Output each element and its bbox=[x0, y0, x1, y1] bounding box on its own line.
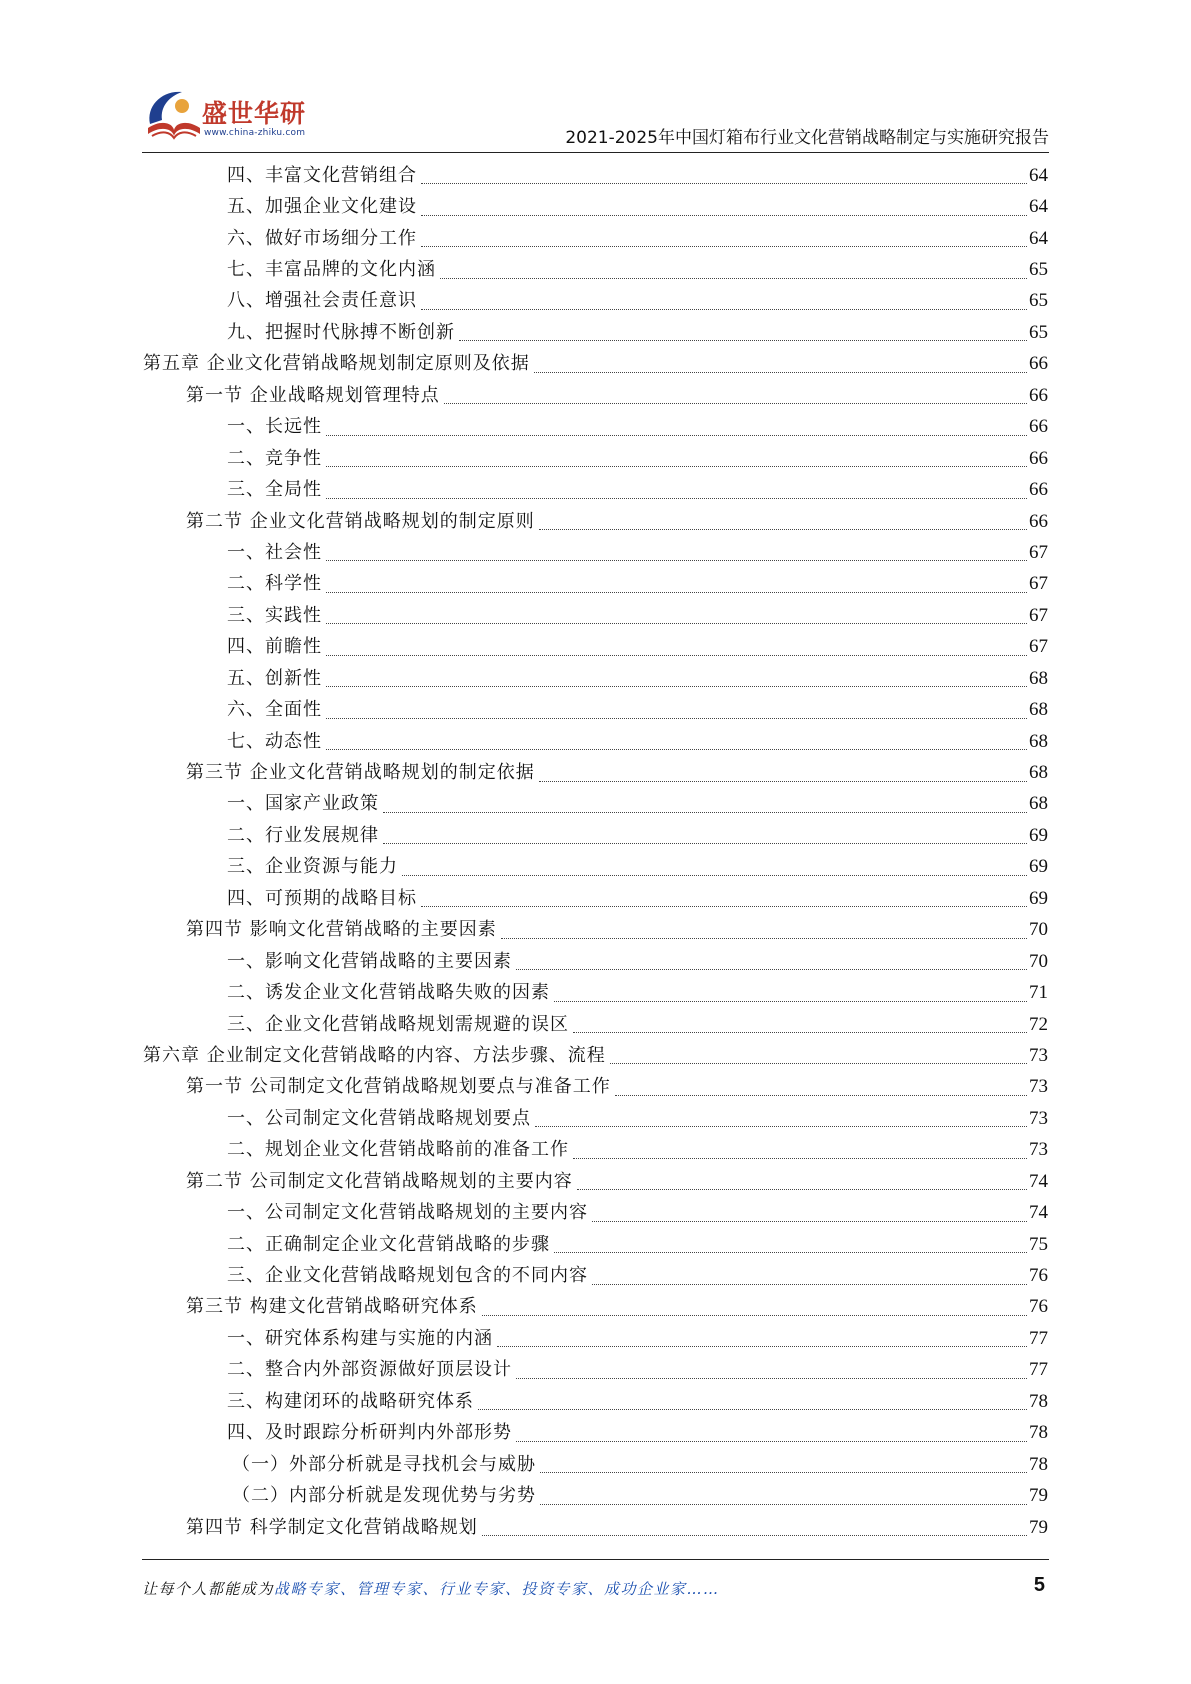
toc-entry-label: 三、构建闭环的战略研究体系 bbox=[227, 1390, 474, 1412]
toc-entry-label: 一、国家产业政策 bbox=[227, 793, 379, 815]
toc-entry-label: 第三节 企业文化营销战略规划的制定依据 bbox=[186, 762, 535, 784]
slogan-lead: 让每个人都能成为 bbox=[142, 1580, 275, 1598]
toc-item-entry[interactable] bbox=[0, 569, 1048, 600]
toc-dot-leader bbox=[592, 1272, 1027, 1285]
toc-item-entry[interactable] bbox=[0, 1197, 1048, 1228]
toc-entry-page: 70 bbox=[1029, 950, 1048, 972]
toc-entry-label: 第三节 构建文化营销战略研究体系 bbox=[186, 1296, 478, 1318]
toc-entry-page: 78 bbox=[1029, 1453, 1048, 1475]
toc-entry-label: 四、丰富文化营销组合 bbox=[227, 164, 417, 186]
toc-dot-leader bbox=[421, 171, 1027, 184]
toc-dot-leader bbox=[482, 1303, 1027, 1316]
toc-entry-label: 三、企业资源与能力 bbox=[227, 856, 398, 878]
toc-entry-label: 四、前瞻性 bbox=[227, 636, 322, 658]
toc-dot-leader bbox=[554, 989, 1027, 1002]
toc-entry-label: 第二节 企业文化营销战略规划的制定原则 bbox=[186, 510, 535, 532]
toc-item-entry[interactable] bbox=[0, 1135, 1048, 1166]
toc-dot-leader bbox=[610, 1051, 1027, 1064]
toc-entry-label: 八、增强社会责任意识 bbox=[227, 290, 417, 312]
toc-entry-label: 七、动态性 bbox=[227, 730, 322, 752]
toc-chapter-entry[interactable] bbox=[0, 1040, 1048, 1071]
toc-item-entry[interactable] bbox=[0, 1355, 1048, 1386]
toc-entry-label: 第五章 企业文化营销战略规划制定原则及依据 bbox=[143, 353, 530, 375]
toc-dot-leader bbox=[326, 737, 1027, 750]
toc-item-entry[interactable] bbox=[0, 663, 1048, 694]
toc-item-entry[interactable] bbox=[0, 160, 1048, 191]
toc-item-entry[interactable] bbox=[0, 632, 1048, 663]
toc-dot-leader bbox=[383, 831, 1027, 844]
toc-item-entry[interactable] bbox=[0, 254, 1048, 285]
toc-item-entry[interactable] bbox=[0, 443, 1048, 474]
toc-dot-leader bbox=[326, 643, 1027, 656]
toc-item-entry[interactable] bbox=[0, 1103, 1048, 1134]
toc-entry-label: 一、公司制定文化营销战略规划要点 bbox=[227, 1107, 531, 1129]
toc-item-entry[interactable] bbox=[0, 537, 1048, 568]
toc-entry-page: 68 bbox=[1029, 667, 1048, 689]
toc-entry-page: 66 bbox=[1029, 447, 1048, 469]
toc-entry-page: 73 bbox=[1029, 1044, 1048, 1066]
toc-item-entry[interactable] bbox=[0, 1418, 1048, 1449]
brand-logo bbox=[142, 84, 312, 148]
toc-dot-leader bbox=[326, 486, 1027, 499]
toc-dot-leader bbox=[535, 1114, 1027, 1127]
toc-entry-label: （二）内部分析就是发现优势与劣势 bbox=[232, 1485, 536, 1507]
toc-entry-page: 77 bbox=[1029, 1327, 1048, 1349]
toc-item-entry[interactable] bbox=[0, 789, 1048, 820]
toc-entry-label: 一、公司制定文化营销战略规划的主要内容 bbox=[227, 1202, 588, 1224]
toc-item-entry[interactable] bbox=[0, 191, 1048, 222]
toc-entry-page: 68 bbox=[1029, 699, 1048, 721]
toc-dot-leader bbox=[516, 957, 1027, 970]
toc-entry-label: 第二节 公司制定文化营销战略规划的主要内容 bbox=[186, 1170, 573, 1192]
toc-dot-leader bbox=[577, 1177, 1027, 1190]
toc-dot-leader bbox=[402, 863, 1027, 876]
toc-entry-page: 73 bbox=[1029, 1107, 1048, 1129]
toc-item-entry[interactable] bbox=[0, 600, 1048, 631]
toc-entry-page: 74 bbox=[1029, 1170, 1048, 1192]
toc-dot-leader bbox=[421, 234, 1027, 247]
toc-section-entry[interactable] bbox=[0, 380, 1048, 411]
toc-dot-leader bbox=[554, 1240, 1027, 1253]
toc-entry-label: 七、丰富品牌的文化内涵 bbox=[227, 259, 436, 281]
toc-dot-leader bbox=[516, 1429, 1027, 1442]
toc-entry-page: 65 bbox=[1029, 321, 1048, 343]
toc-entry-page: 76 bbox=[1029, 1296, 1048, 1318]
toc-item-entry[interactable] bbox=[0, 820, 1048, 851]
toc-dot-leader bbox=[383, 800, 1027, 813]
toc-entry-page: 66 bbox=[1029, 479, 1048, 501]
toc-entry-label: 三、企业文化营销战略规划包含的不同内容 bbox=[227, 1265, 588, 1287]
toc-item-entry[interactable] bbox=[0, 1009, 1048, 1040]
toc-entry-page: 71 bbox=[1029, 982, 1048, 1004]
toc-entry-page: 69 bbox=[1029, 824, 1048, 846]
toc-entry-label: 二、行业发展规律 bbox=[227, 824, 379, 846]
toc-section-entry[interactable] bbox=[0, 1292, 1048, 1323]
toc-entry-label: 三、企业文化营销战略规划需规避的误区 bbox=[227, 1013, 569, 1035]
toc-dot-leader bbox=[573, 1020, 1027, 1033]
toc-item-entry[interactable] bbox=[0, 286, 1048, 317]
toc-entry-page: 78 bbox=[1029, 1422, 1048, 1444]
toc-entry-page: 79 bbox=[1029, 1516, 1048, 1538]
toc-entry-label: 五、创新性 bbox=[227, 667, 322, 689]
toc-dot-leader bbox=[573, 1146, 1027, 1159]
toc-chapter-entry[interactable] bbox=[0, 349, 1048, 380]
header-divider bbox=[142, 152, 1049, 153]
toc-entry-label: 六、全面性 bbox=[227, 699, 322, 721]
toc-entry-page: 66 bbox=[1029, 353, 1048, 375]
brand-name: 盛世华研 bbox=[202, 99, 307, 128]
toc-dot-leader bbox=[440, 266, 1027, 279]
toc-entry-page: 68 bbox=[1029, 793, 1048, 815]
toc-entry-label: 二、诱发企业文化营销战略失败的因素 bbox=[227, 982, 550, 1004]
toc-entry-page: 65 bbox=[1029, 290, 1048, 312]
toc-entry-page: 75 bbox=[1029, 1233, 1048, 1255]
toc-entry-page: 74 bbox=[1029, 1202, 1048, 1224]
toc-entry-page: 73 bbox=[1029, 1139, 1048, 1161]
table-of-contents bbox=[0, 160, 1191, 1543]
toc-entry-label: 一、社会性 bbox=[227, 541, 322, 563]
toc-section-entry[interactable] bbox=[0, 1072, 1048, 1103]
toc-item-entry[interactable] bbox=[0, 694, 1048, 725]
toc-dot-leader bbox=[615, 1083, 1027, 1096]
toc-entry-label: 二、整合内外部资源做好顶层设计 bbox=[227, 1359, 512, 1381]
footer-divider bbox=[142, 1559, 1049, 1560]
toc-entry-page: 67 bbox=[1029, 636, 1048, 658]
toc-item-entry[interactable] bbox=[0, 726, 1048, 757]
toc-dot-leader bbox=[539, 517, 1027, 530]
toc-entry-label: 四、可预期的战略目标 bbox=[227, 887, 417, 909]
toc-item-entry[interactable] bbox=[0, 1229, 1048, 1260]
toc-entry-page: 66 bbox=[1029, 384, 1048, 406]
toc-entry-page: 64 bbox=[1029, 227, 1048, 249]
toc-item-entry[interactable] bbox=[0, 1386, 1048, 1417]
toc-entry-label: 六、做好市场细分工作 bbox=[227, 227, 417, 249]
toc-entry-page: 65 bbox=[1029, 259, 1048, 281]
toc-entry-page: 67 bbox=[1029, 604, 1048, 626]
toc-section-entry[interactable] bbox=[0, 1166, 1048, 1197]
toc-entry-page: 67 bbox=[1029, 541, 1048, 563]
toc-section-entry[interactable] bbox=[0, 506, 1048, 537]
toc-entry-label: 二、科学性 bbox=[227, 573, 322, 595]
toc-entry-label: 九、把握时代脉搏不断创新 bbox=[227, 321, 455, 343]
toc-entry-page: 77 bbox=[1029, 1359, 1048, 1381]
toc-dot-leader bbox=[459, 328, 1027, 341]
toc-section-entry[interactable] bbox=[0, 915, 1048, 946]
toc-entry-page: 69 bbox=[1029, 856, 1048, 878]
footer-slogan bbox=[142, 1578, 720, 1599]
toc-entry-page: 78 bbox=[1029, 1390, 1048, 1412]
toc-dot-leader bbox=[497, 1334, 1027, 1347]
toc-entry-label: （一）外部分析就是寻找机会与威胁 bbox=[232, 1453, 536, 1475]
toc-dot-leader bbox=[540, 1492, 1027, 1505]
toc-section-entry[interactable] bbox=[0, 757, 1048, 788]
toc-item-entry[interactable] bbox=[0, 1323, 1048, 1354]
toc-dot-leader bbox=[516, 1366, 1027, 1379]
toc-entry-page: 67 bbox=[1029, 573, 1048, 595]
toc-dot-leader bbox=[326, 674, 1027, 687]
toc-entry-label: 二、竞争性 bbox=[227, 447, 322, 469]
toc-item-entry[interactable] bbox=[0, 1480, 1048, 1511]
toc-entry-page: 66 bbox=[1029, 416, 1048, 438]
toc-dot-leader bbox=[326, 706, 1027, 719]
page-number: 5 bbox=[1033, 1574, 1045, 1596]
toc-dot-leader bbox=[501, 926, 1027, 939]
toc-dot-leader bbox=[326, 611, 1027, 624]
toc-item-entry[interactable] bbox=[0, 317, 1048, 348]
toc-entry-page: 64 bbox=[1029, 196, 1048, 218]
toc-dot-leader bbox=[444, 391, 1027, 404]
toc-dot-leader bbox=[326, 423, 1027, 436]
toc-entry-label: 第四节 科学制定文化营销战略规划 bbox=[186, 1516, 478, 1538]
slogan-roles: 战略专家、管理专家、行业专家、投资专家、成功企业家…… bbox=[274, 1580, 720, 1598]
toc-entry-page: 64 bbox=[1029, 164, 1048, 186]
toc-entry-label: 四、及时跟踪分析研判内外部形势 bbox=[227, 1422, 512, 1444]
toc-entry-label: 二、正确制定企业文化营销战略的步骤 bbox=[227, 1233, 550, 1255]
toc-entry-page: 68 bbox=[1029, 730, 1048, 752]
toc-entry-page: 69 bbox=[1029, 887, 1048, 909]
toc-entry-label: 五、加强企业文化建设 bbox=[227, 196, 417, 218]
toc-section-entry[interactable] bbox=[0, 1512, 1048, 1543]
toc-dot-leader bbox=[482, 1523, 1027, 1536]
toc-entry-label: 一、研究体系构建与实施的内涵 bbox=[227, 1327, 493, 1349]
toc-entry-label: 第六章 企业制定文化营销战略的内容、方法步骤、流程 bbox=[143, 1044, 606, 1066]
toc-entry-label: 三、全局性 bbox=[227, 479, 322, 501]
toc-item-entry[interactable] bbox=[0, 1449, 1048, 1480]
toc-dot-leader bbox=[592, 1209, 1027, 1222]
brand-url: www.china-zhiku.com bbox=[204, 128, 306, 138]
toc-item-entry[interactable] bbox=[0, 852, 1048, 883]
toc-entry-label: 第一节 公司制定文化营销战略规划要点与准备工作 bbox=[186, 1076, 611, 1098]
toc-entry-label: 二、规划企业文化营销战略前的准备工作 bbox=[227, 1139, 569, 1161]
toc-item-entry[interactable] bbox=[0, 946, 1048, 977]
toc-dot-leader bbox=[534, 360, 1027, 373]
toc-entry-label: 一、影响文化营销战略的主要因素 bbox=[227, 950, 512, 972]
toc-item-entry[interactable] bbox=[0, 412, 1048, 443]
toc-entry-page: 79 bbox=[1029, 1485, 1048, 1507]
toc-entry-page: 72 bbox=[1029, 1013, 1048, 1035]
toc-entry-page: 73 bbox=[1029, 1076, 1048, 1098]
toc-entry-page: 70 bbox=[1029, 919, 1048, 941]
toc-dot-leader bbox=[326, 548, 1027, 561]
toc-dot-leader bbox=[421, 297, 1027, 310]
toc-item-entry[interactable] bbox=[0, 223, 1048, 254]
toc-dot-leader bbox=[421, 894, 1027, 907]
toc-entry-label: 第一节 企业战略规划管理特点 bbox=[186, 384, 440, 406]
toc-entry-label: 一、长远性 bbox=[227, 416, 322, 438]
book-swirl-icon bbox=[142, 84, 204, 146]
toc-entry-label: 三、实践性 bbox=[227, 604, 322, 626]
toc-dot-leader bbox=[540, 1460, 1027, 1473]
toc-item-entry[interactable] bbox=[0, 977, 1048, 1008]
toc-dot-leader bbox=[326, 580, 1027, 593]
toc-entry-page: 76 bbox=[1029, 1265, 1048, 1287]
toc-item-entry[interactable] bbox=[0, 883, 1048, 914]
report-title: 2021-2025年中国灯箱布行业文化营销战略制定与实施研究报告 bbox=[565, 128, 1049, 148]
toc-entry-page: 66 bbox=[1029, 510, 1048, 532]
toc-dot-leader bbox=[539, 769, 1027, 782]
toc-dot-leader bbox=[326, 454, 1027, 467]
toc-entry-label: 第四节 影响文化营销战略的主要因素 bbox=[186, 919, 497, 941]
toc-dot-leader bbox=[478, 1397, 1027, 1410]
toc-entry-page: 68 bbox=[1029, 762, 1048, 784]
toc-item-entry[interactable] bbox=[0, 474, 1048, 505]
toc-item-entry[interactable] bbox=[0, 1260, 1048, 1291]
toc-dot-leader bbox=[421, 203, 1027, 216]
